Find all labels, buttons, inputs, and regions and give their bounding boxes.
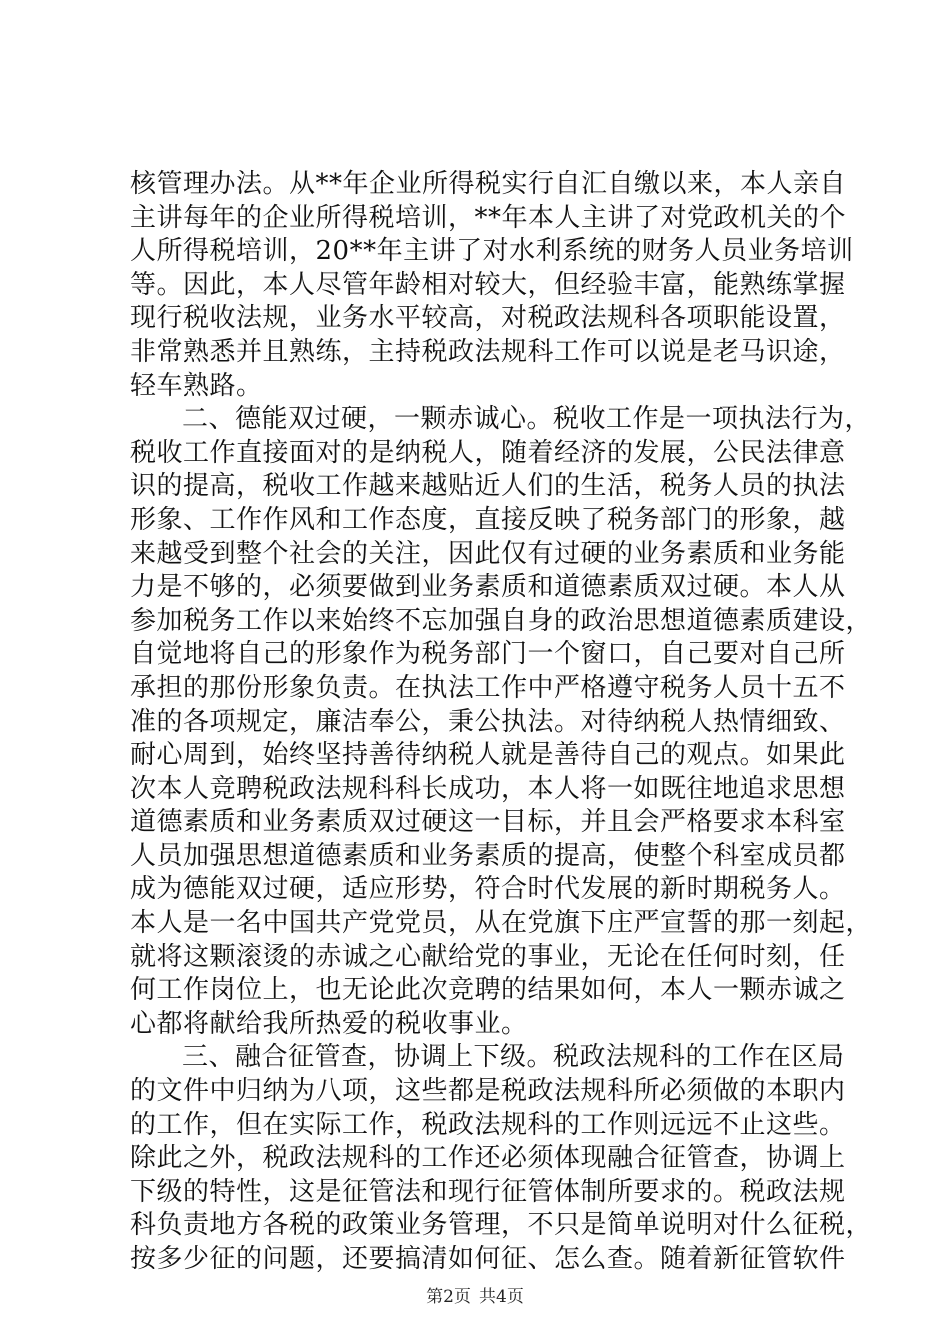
- page-footer: [0, 1282, 950, 1307]
- text-line: 下级的特性，这是征管法和现行征管体制所要求的。税政法规: [130, 1176, 846, 1207]
- page-number: 第2页: [426, 1287, 471, 1307]
- text-line: 自觉地将自己的形象作为税务部门一个窗口，自己要对自己所: [130, 639, 846, 670]
- text-line: 按多少征的问题，还要搞清如何征、怎么查。随着新征管软件: [130, 1244, 846, 1274]
- text-line: 三、融合征管查，协调上下级。税政法规科的工作在区局: [182, 1042, 845, 1073]
- text-line: 力是不够的，必须要做到业务素质和道德素质双过硬。本人从: [130, 572, 846, 603]
- text-line: 何工作岗位上，也无论此次竞聘的结果如何，本人一颗赤诚之: [130, 975, 846, 1006]
- text-line: 的工作，但在实际工作，税政法规科的工作则远远不止这些。: [130, 1109, 846, 1140]
- text-line: 现行税收法规，业务水平较高，对税政法规科各项职能设置，: [130, 303, 846, 334]
- text-line: 次本人竞聘税政法规科科长成功，本人将一如既往地追求思想: [130, 773, 846, 804]
- paragraph-1: [130, 168, 854, 403]
- text-line: 识的提高，税收工作越来越贴近人们的生活，税务人员的执法: [130, 471, 846, 502]
- text-line: 等。因此，本人尽管年龄相对较大，但经验丰富，能熟练掌握: [130, 269, 846, 300]
- text-line: 轻车熟路。: [130, 370, 263, 401]
- text-line: 除此之外，税政法规科的工作还必须体现融合征管查，协调上: [130, 1143, 846, 1174]
- text-line: 准的各项规定，廉洁奉公，秉公执法。对待纳税人热情细致、: [130, 706, 846, 737]
- document-body: [130, 168, 873, 1277]
- text-line: 科负责地方各税的政策业务管理，不只是简单说明对什么征税，: [130, 1210, 873, 1241]
- page-total: 共4页: [479, 1287, 524, 1307]
- text-line: 形象、工作作风和工作态度，直接反映了税务部门的形象，越: [130, 504, 846, 535]
- text-line: 心都将献给我所热爱的税收事业。: [130, 1008, 528, 1039]
- text-line: 承担的那份形象负责。在执法工作中严格遵守税务人员十五不: [130, 672, 846, 703]
- text-line: 成为德能双过硬，适应形势，符合时代发展的新时期税务人。: [130, 874, 846, 905]
- paragraph-2: [130, 403, 873, 1041]
- text-line: 本人是一名中国共产党党员，从在党旗下庄严宣誓的那一刻起，: [130, 908, 873, 939]
- text-line: 就将这颗滚烫的赤诚之心献给党的事业，无论在任何时刻，任: [130, 941, 846, 972]
- text-line: 道德素质和业务素质双过硬这一目标，并且会严格要求本科室: [130, 807, 846, 838]
- paragraph-3: [130, 1041, 873, 1276]
- text-line: 核管理办法。从**年企业所得税实行自汇自缴以来，本人亲自: [130, 169, 847, 199]
- text-line: 税收工作直接面对的是纳税人，随着经济的发展，公民法律意: [130, 437, 846, 468]
- text-line: 二、德能双过硬，一颗赤诚心。税收工作是一项执法行为，: [182, 404, 872, 435]
- text-line: 耐心周到，始终坚持善待纳税人就是善待自己的观点。如果此: [130, 740, 846, 771]
- text-line: 人员加强思想道德素质和业务素质的提高，使整个科室成员都: [130, 840, 846, 871]
- text-line: 非常熟悉并且熟练，主持税政法规科工作可以说是老马识途，: [130, 336, 846, 367]
- text-line: 的文件中归纳为八项，这些都是税政法规科所必须做的本职内: [130, 1076, 846, 1107]
- text-line: 人所得税培训，20**年主讲了对水利系统的财务人员业务培训: [130, 236, 854, 267]
- text-line: 主讲每年的企业所得税培训，**年本人主讲了对党政机关的个: [130, 202, 847, 233]
- text-line: 来越受到整个社会的关注，因此仅有过硬的业务素质和业务能: [130, 538, 846, 569]
- text-line: 参加税务工作以来始终不忘加强自身的政治思想道德素质建设，: [130, 605, 873, 636]
